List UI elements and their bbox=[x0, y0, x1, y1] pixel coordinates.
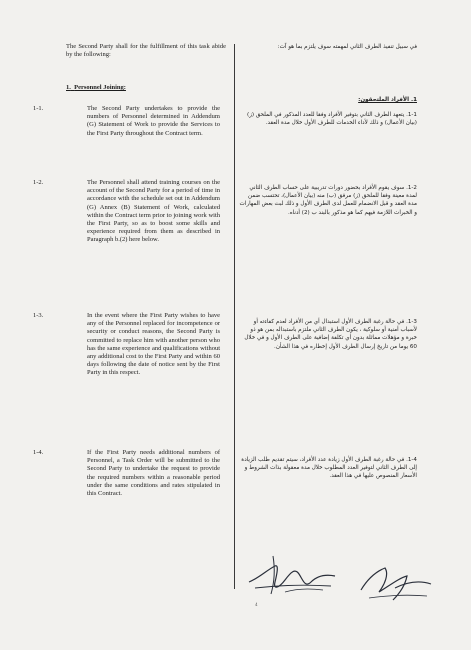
page-number: 4 bbox=[255, 603, 258, 608]
english-clause-1-4: If the First Party needs additional numbers of Personnel, a Task Order will be submitted to the Second Party to undertake the request to provide the required numbers within a reasonable period under the same conditions and rates stipulated in this Contract. bbox=[87, 449, 220, 498]
english-clause-1-2: The Personnel shall attend training courses on the account of the Second Party for a period of time in accordance with the schedule set out in Addendum (G) Annex (B) Statement of Work, calculated within the Contract term prior to joining work with the First Party, so as to boost some skills and experience required from them as described in Paragraph b.(2) here below. bbox=[87, 179, 220, 244]
clause-number: 1-4. bbox=[33, 449, 44, 456]
column-divider bbox=[234, 44, 235, 589]
clause-number: 1-2. bbox=[33, 179, 44, 186]
english-clause-1-1: The Second Party undertakes to provide the numbers of Personnel determined in Addendum (G) Statement of Work to provide the Services to the First Party throughout the Contract term. bbox=[87, 105, 220, 137]
arabic-intro: في سبيل تنفيذ الطرف الثاني لمهمته سوف يلتزم بما هو آت: bbox=[277, 44, 417, 50]
clause-number: 1-3. bbox=[33, 312, 44, 319]
english-section-title: Personnel Joining: bbox=[74, 84, 126, 91]
arabic-clause-1-3: 1-3. في حالة رغبة الطرف الأول استبدال أي من الأفراد لعدم كفاءته أو لأسباب أمنية أو سلوكية ، يكون الطرف الثاني ملتزم باستبداله بمن هو ذو خبرة و مؤهلات مماثلة بدون أي تكلفة إضافية على الطرف الأول و في خلال 60 يوما من تاريخ إرسال الطرف الأول إخطاره في هذا الشأن. bbox=[244, 319, 417, 350]
arabic-section-heading: 1. الأفراد الملتحقون: bbox=[358, 97, 417, 103]
english-section-heading bbox=[66, 84, 126, 92]
clause-number: 1-1. bbox=[33, 105, 44, 112]
english-intro: The Second Party shall for the fulfillment of this task abide by the following: bbox=[66, 43, 226, 59]
english-section-number: 1. bbox=[66, 84, 71, 91]
signature-first-party bbox=[245, 548, 340, 603]
arabic-clause-1-2: 1-2. سوف يقوم الأفراد بحضور دورات تدريبية على حساب الطرف الثاني لمدة معينة وفقا للملحق (ز) مرفق (ب) منه (بيان الأعمال)، تحتسب ضمن مدة العقد و قبل الانضمام للعمل لدى الطرف الأول و ذلك لبث بعض المهارات و الخبرات اللازمة فيهم كما هو مذكور بالبند ب (2) أدناه. bbox=[239, 185, 417, 216]
signature-second-party bbox=[355, 560, 435, 608]
arabic-clause-1-1: 1-1. يتعهد الطرف الثاني بتوفير الأفراد وفقا للعدد المذكور في الملحق (ز) (بيان الأعمال) و ذلك لأداء الخدمات للطرف الأول خلال مدة العقد. bbox=[247, 112, 417, 127]
english-clause-1-3: In the event where the First Party wishes to have any of the Personnel replaced for incompetence or security or conduct reasons, the Second Party is committed to replace him with another person who has the same experience and qualifications without any additional cost to the First Party and within 60 days following the date of notice sent by the First Party in this respect. bbox=[87, 312, 220, 377]
arabic-clause-1-4: 1-4. في حالة رغبة الطرف الأول زيادة عدد الأفراد، سيتم تقديم طلب الزيادة إلى الطرف الثاني لتوفير العدد المطلوب خلال مدة معقولة بذات الشروط و الأسعار المنصوص عليها في هذا العقد. bbox=[241, 457, 417, 480]
